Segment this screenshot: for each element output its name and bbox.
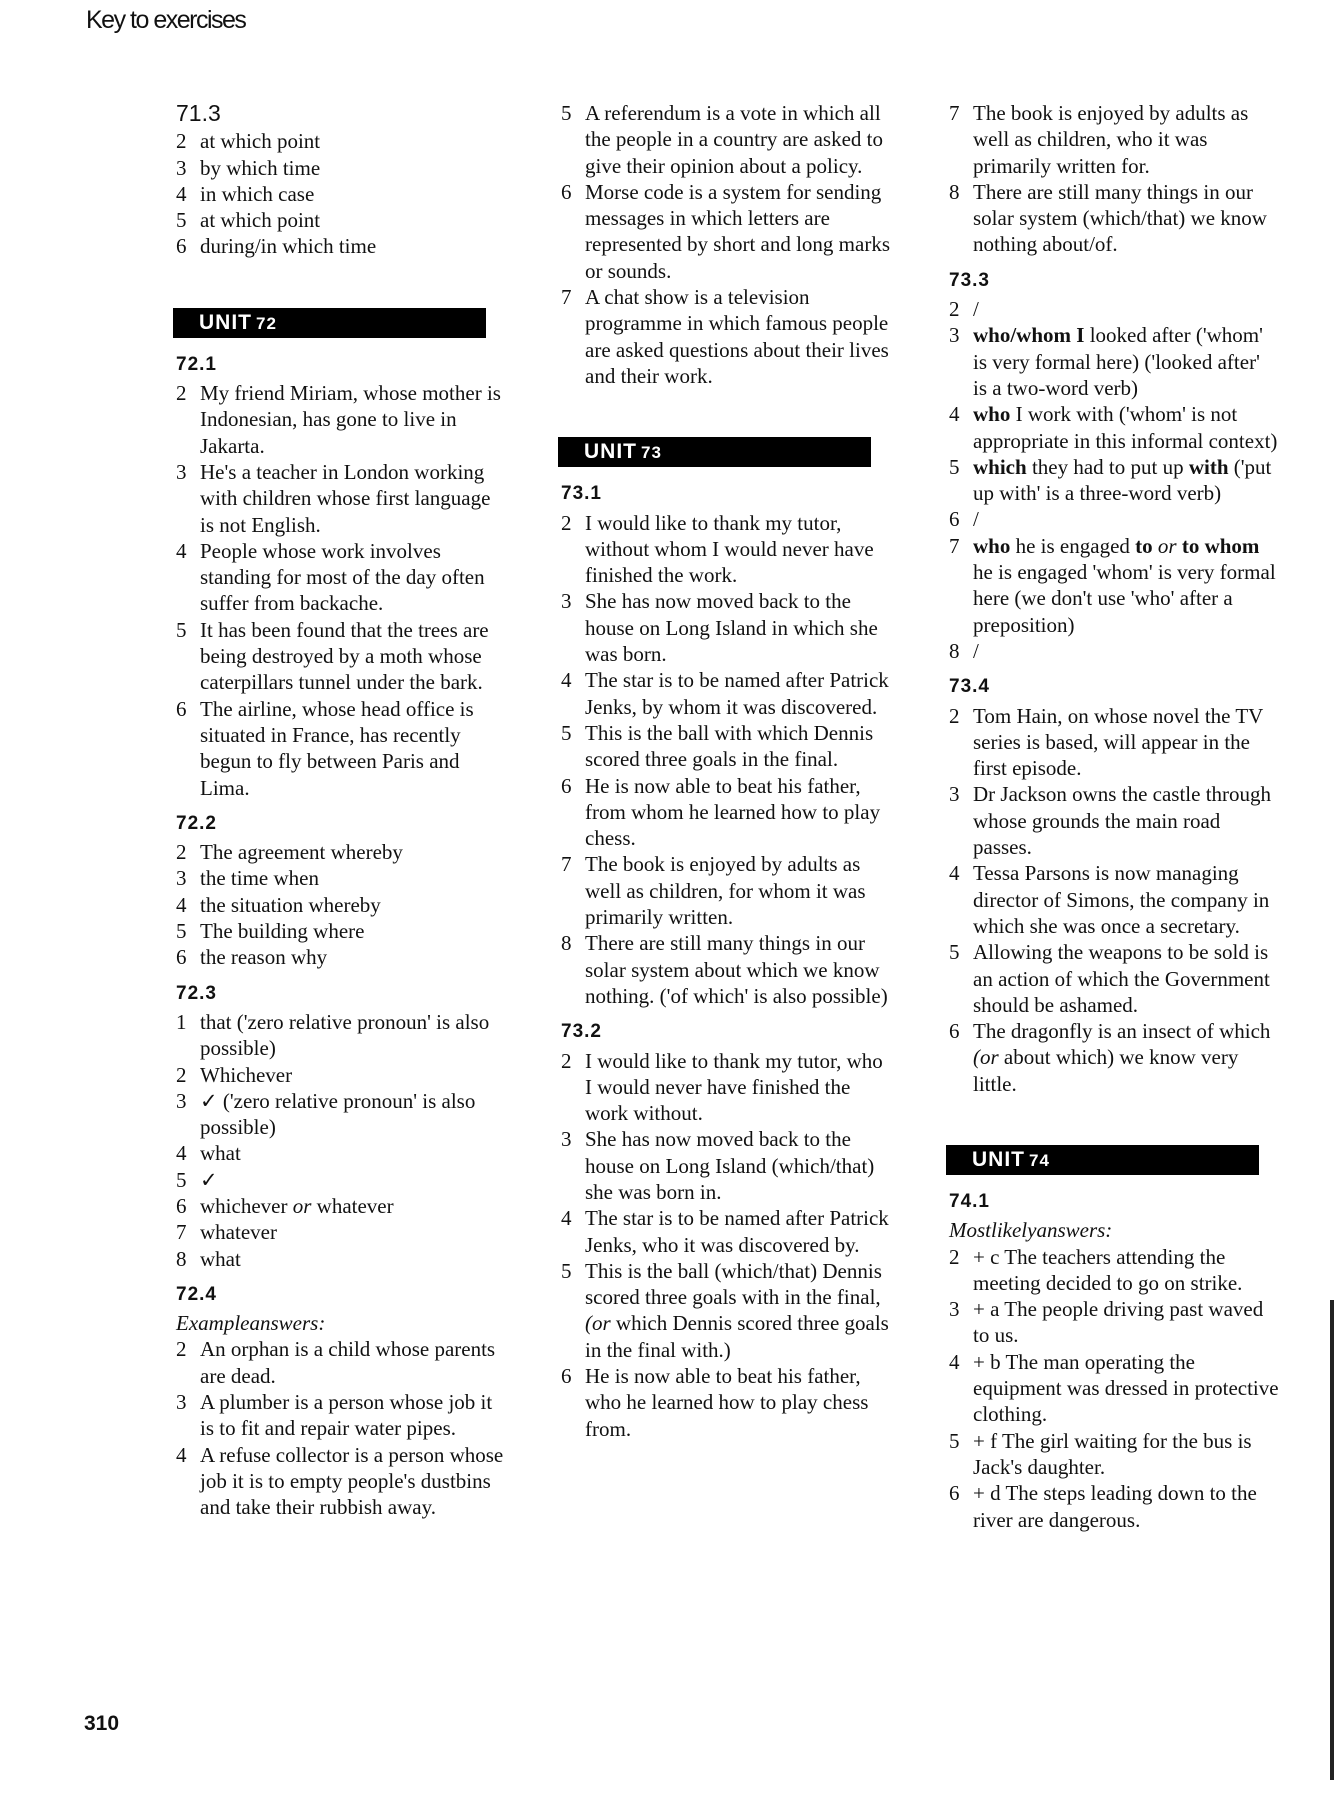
answer-number: 5 xyxy=(949,940,960,965)
answer-text: ✓ xyxy=(200,1167,218,1192)
exercise-heading: 73.4 xyxy=(949,676,990,698)
answer-text: / xyxy=(973,638,979,663)
answer-text: + b The man operating the equipment was dressed in protective clothing. xyxy=(973,1349,1279,1427)
answer-item xyxy=(176,1219,506,1245)
unit-heading-bar xyxy=(173,308,486,338)
answer-text: I would like to thank my tutor, who I would never have finished the work without. xyxy=(585,1048,883,1126)
answer-number: 6 xyxy=(176,234,187,259)
answer-text: what xyxy=(200,1141,241,1166)
answer-item xyxy=(176,944,506,970)
answer-text: Tom Hain, on whose novel the TV series is based, will appear in the first episode. xyxy=(973,703,1263,781)
answer-number: 6 xyxy=(176,1193,187,1218)
answer-item xyxy=(176,380,506,459)
answer-item xyxy=(949,322,1279,401)
answer-number: 5 xyxy=(949,454,960,479)
answer-item xyxy=(949,533,1279,638)
column-2 xyxy=(561,100,891,1442)
answer-number: 8 xyxy=(561,931,572,956)
answer-number: 5 xyxy=(561,1258,572,1283)
answer-text: the time when xyxy=(200,866,319,891)
answer-item xyxy=(561,1258,891,1363)
answer-item xyxy=(176,1442,506,1521)
answer-text: Morse code is a system for sending messages in which letters are represented by short and long marks or sounds. xyxy=(585,179,891,283)
unit-heading-bar xyxy=(558,437,871,467)
answer-number: 6 xyxy=(176,945,187,970)
answer-text: the situation whereby xyxy=(200,892,381,917)
answer-text: A chat show is a television programme in which famous people are asked questions about their lives and their work. xyxy=(585,285,889,388)
answer-text: during/in which time xyxy=(200,234,377,259)
unit-heading-bar xyxy=(946,1145,1259,1175)
answer-number: 7 xyxy=(561,285,572,310)
answer-item xyxy=(176,1193,506,1219)
answer-item xyxy=(561,284,891,389)
answer-item xyxy=(176,1246,506,1272)
answer-number: 2 xyxy=(176,381,187,406)
answer-item xyxy=(949,638,1279,664)
answer-text: The book is enjoyed by adults as well as children, for whom it was primarily written. xyxy=(585,852,866,930)
answer-item xyxy=(561,667,891,720)
answer-number: 2 xyxy=(561,510,572,535)
answer-text: by which time xyxy=(200,155,321,180)
answer-number: 4 xyxy=(949,861,960,886)
answer-number: 8 xyxy=(176,1246,187,1271)
answer-number: 5 xyxy=(176,919,187,944)
exercise-section xyxy=(176,1282,506,1521)
answer-text: / xyxy=(973,507,979,532)
answer-item xyxy=(561,720,891,773)
unit-number: 74 xyxy=(1029,1150,1050,1170)
answer-number: 2 xyxy=(561,1048,572,1073)
answer-number: 3 xyxy=(176,155,187,180)
answer-text: This is the ball (which/that) Dennis scored three goals with in the final, (or which Dennis scored three goals in the final with.) xyxy=(585,1258,889,1362)
answer-item xyxy=(176,1336,506,1389)
exercise-heading: 71.3 xyxy=(176,100,221,126)
answer-number: 5 xyxy=(561,720,572,745)
answer-text: He is now able to beat his father, from whom he learned how to play chess. xyxy=(585,773,881,851)
answer-item xyxy=(561,1048,891,1127)
answer-text: An orphan is a child whose parents are dead. xyxy=(200,1337,496,1388)
answer-text: I would like to thank my tutor, without whom I would never have finished the work. xyxy=(585,510,874,588)
answer-item xyxy=(176,459,506,538)
exercise-note: Exampleanswers: xyxy=(176,1311,326,1336)
answer-number: 3 xyxy=(949,782,960,807)
answer-number: 2 xyxy=(176,1062,187,1087)
answer-item xyxy=(176,1062,506,1088)
answer-item xyxy=(949,703,1279,782)
unit-number: 73 xyxy=(641,443,662,463)
answer-item xyxy=(561,1126,891,1205)
answer-item xyxy=(949,454,1279,507)
answer-item xyxy=(561,1363,891,1442)
answer-item xyxy=(176,181,506,207)
answer-item xyxy=(949,1244,1279,1297)
answer-item xyxy=(949,939,1279,1018)
exercise-section xyxy=(561,481,891,1009)
answer-text: The star is to be named after Patrick Jenks, who it was discovered by. xyxy=(585,1206,889,1257)
answer-text: the reason why xyxy=(200,945,328,970)
answer-number: 2 xyxy=(949,297,960,322)
answer-number: 6 xyxy=(561,773,572,798)
answer-item xyxy=(176,865,506,891)
exercise-section xyxy=(176,100,506,260)
answer-text: whatever xyxy=(200,1220,277,1245)
answer-number: 2 xyxy=(176,129,187,154)
answer-text: The dragonfly is an insect of which (or about which) we know very little. xyxy=(973,1019,1271,1096)
answer-text: who/whom I looked after ('whom' is very formal here) ('looked after' is a two-word verb) xyxy=(973,323,1263,400)
answer-item xyxy=(176,155,506,181)
answer-item xyxy=(949,506,1279,532)
answer-number: 7 xyxy=(176,1220,187,1245)
answer-text: The airline, whose head office is situated in France, has recently begun to fly between Paris and Lima. xyxy=(200,696,474,800)
answer-number: 7 xyxy=(949,101,960,125)
answer-item xyxy=(176,538,506,617)
answer-text: who he is engaged to or to whom he is engaged 'whom' is very formal here (we don't use 'who' after a preposition) xyxy=(973,533,1276,637)
answer-number: 2 xyxy=(176,1337,187,1362)
answer-text: Whichever xyxy=(200,1062,293,1087)
answer-text: People whose work involves standing for most of the day often suffer from backache. xyxy=(200,538,485,616)
answer-item xyxy=(561,100,891,179)
answer-number: 5 xyxy=(561,101,572,125)
answer-number: 4 xyxy=(949,402,960,427)
exercise-section xyxy=(949,674,1279,1097)
scan-edge-shadow xyxy=(1330,1300,1334,1780)
answer-number: 5 xyxy=(176,208,187,233)
answer-item xyxy=(176,207,506,233)
answer-item xyxy=(561,930,891,1009)
answer-text: + a The people driving past waved to us. xyxy=(973,1297,1264,1348)
answer-text: She has now moved back to the house on Long Island (which/that) she was born in. xyxy=(585,1127,875,1204)
answer-text: + c The teachers attending the meeting decided to go on strike. xyxy=(973,1244,1243,1295)
answer-number: 6 xyxy=(561,179,572,204)
page-header-title: Key to exercises xyxy=(86,6,246,34)
answer-number: 4 xyxy=(561,1206,572,1231)
answer-number: 3 xyxy=(561,1127,572,1152)
answer-item xyxy=(561,510,891,589)
page-number: 310 xyxy=(84,1712,120,1735)
answer-text: It has been found that the trees are being destroyed by a moth whose caterpillars tunnel under the bark. xyxy=(200,617,489,695)
answer-text: / xyxy=(973,297,979,322)
answer-number: 5 xyxy=(176,1167,187,1192)
answer-item xyxy=(176,1389,506,1442)
answer-text: He is now able to beat his father, who he learned how to play chess from. xyxy=(585,1364,869,1441)
answer-text: Dr Jackson owns the castle through whose grounds the main road passes. xyxy=(973,782,1272,860)
answer-number: 4 xyxy=(561,668,572,693)
answer-number: 3 xyxy=(176,1088,187,1113)
answer-item xyxy=(176,892,506,918)
exercise-section xyxy=(176,981,506,1272)
answer-text: whichever or whatever xyxy=(200,1193,394,1218)
answer-text: The book is enjoyed by adults as well as children, who it was primarily written for. xyxy=(973,101,1249,178)
answer-text: He's a teacher in London working with children whose first language is not English. xyxy=(200,459,491,537)
answer-item xyxy=(176,1140,506,1166)
answer-text: + d The steps leading down to the river are dangerous. xyxy=(973,1481,1257,1532)
answer-item xyxy=(176,918,506,944)
answer-text: what xyxy=(200,1246,241,1271)
answer-number: 2 xyxy=(176,840,187,865)
answer-number: 6 xyxy=(561,1364,572,1389)
answer-item xyxy=(949,1349,1279,1428)
exercise-section xyxy=(176,811,506,971)
unit-label: UNIT xyxy=(199,310,252,334)
answer-number: 3 xyxy=(561,589,572,614)
column-1 xyxy=(176,100,506,1521)
answer-number: 8 xyxy=(949,638,960,663)
unit-number: 72 xyxy=(256,313,277,333)
answer-text: A referendum is a vote in which all the people in a country are asked to give their opinion about a policy. xyxy=(585,101,883,178)
answer-text: in which case xyxy=(200,181,315,206)
answer-number: 2 xyxy=(949,703,960,728)
answer-number: 4 xyxy=(176,1442,187,1467)
answer-number: 4 xyxy=(176,892,187,917)
answer-text: ✓ ('zero relative pronoun' is also possible) xyxy=(200,1088,476,1140)
answer-item xyxy=(949,100,1279,179)
unit-label: UNIT xyxy=(972,1147,1025,1171)
answer-item xyxy=(949,781,1279,860)
answer-number: 6 xyxy=(949,507,960,532)
column-3 xyxy=(949,100,1279,1533)
answer-number: 4 xyxy=(176,538,187,563)
answer-item xyxy=(949,296,1279,322)
answer-item xyxy=(949,1480,1279,1533)
answer-item xyxy=(949,1296,1279,1349)
exercise-heading: 73.2 xyxy=(561,1021,602,1043)
answer-text: at which point xyxy=(200,208,321,233)
answer-item xyxy=(949,860,1279,939)
answer-number: 3 xyxy=(176,459,187,484)
exercise-heading: 72.2 xyxy=(176,812,217,834)
answer-item xyxy=(176,1009,506,1062)
answer-item xyxy=(561,773,891,852)
answer-item xyxy=(561,588,891,667)
answer-number: 7 xyxy=(561,852,572,877)
answer-number: 6 xyxy=(176,696,187,721)
answer-text: A refuse collector is a person whose job it is to empty people's dustbins and take their rubbish away. xyxy=(200,1442,504,1520)
answer-number: 4 xyxy=(176,181,187,206)
answer-number: 4 xyxy=(949,1349,960,1374)
answer-text: Tessa Parsons is now managing director of Simons, the company in which she was once a secretary. xyxy=(973,861,1270,938)
answer-item xyxy=(561,1205,891,1258)
answer-text: Allowing the weapons to be sold is an action of which the Government should be ashamed. xyxy=(973,940,1270,1017)
answer-number: 5 xyxy=(176,617,187,642)
answer-item xyxy=(561,179,891,284)
answer-text: My friend Miriam, whose mother is Indonesian, has gone to live in Jakarta. xyxy=(200,381,501,458)
answer-number: 3 xyxy=(949,1297,960,1322)
exercise-section xyxy=(176,352,506,801)
answer-text: The star is to be named after Patrick Jenks, by whom it was discovered. xyxy=(585,668,889,719)
answer-number: 3 xyxy=(176,1390,187,1415)
answer-text: The building where xyxy=(200,919,365,944)
answer-item xyxy=(949,1018,1279,1097)
exercise-heading: 73.1 xyxy=(561,483,602,505)
answer-text: which they had to put up with ('put up with' is a three-word verb) xyxy=(973,454,1272,506)
answer-item xyxy=(176,233,506,259)
answer-text: The agreement whereby xyxy=(200,840,403,865)
answer-item xyxy=(176,696,506,801)
exercise-section xyxy=(949,1189,1279,1533)
answer-number: 6 xyxy=(949,1481,960,1506)
answer-number: 3 xyxy=(176,866,187,891)
answer-text: + f The girl waiting for the bus is Jack's daughter. xyxy=(973,1428,1252,1479)
answer-number: 5 xyxy=(949,1428,960,1453)
answer-item xyxy=(176,839,506,865)
exercise-heading: 72.4 xyxy=(176,1283,217,1305)
answer-item xyxy=(949,1428,1279,1481)
answer-item xyxy=(949,179,1279,258)
answer-text: who I work with ('whom' is not appropriate in this informal context) xyxy=(973,402,1278,453)
exercise-section xyxy=(561,1019,891,1442)
answer-item xyxy=(176,128,506,154)
answer-item xyxy=(176,1167,506,1193)
answer-text: that ('zero relative pronoun' is also possible) xyxy=(200,1009,490,1061)
answer-text: at which point xyxy=(200,129,321,154)
exercise-heading: 73.3 xyxy=(949,269,990,291)
unit-label: UNIT xyxy=(584,440,637,464)
exercise-section xyxy=(949,268,1279,664)
exercise-heading: 72.3 xyxy=(176,982,217,1004)
exercise-section xyxy=(949,100,1279,258)
answer-number: 2 xyxy=(949,1244,960,1269)
exercise-section xyxy=(561,100,891,389)
answer-text: This is the ball with which Dennis scored three goals in the final. xyxy=(585,720,874,772)
answer-number: 6 xyxy=(949,1019,960,1044)
answer-number: 1 xyxy=(176,1009,187,1034)
answer-item xyxy=(176,1088,506,1141)
answer-number: 4 xyxy=(176,1141,187,1166)
answer-text: There are still many things in our solar system about which we know nothing. ('of which' is also possible) xyxy=(585,931,888,1008)
answer-text: She has now moved back to the house on Long Island in which she was born. xyxy=(585,589,878,667)
answer-number: 8 xyxy=(949,179,960,204)
answer-text: There are still many things in our solar system (which/that) we know nothing about/of. xyxy=(973,179,1267,257)
answer-item xyxy=(176,617,506,696)
exercise-note: Mostlikelyanswers: xyxy=(949,1218,1113,1243)
answer-item xyxy=(949,401,1279,454)
exercise-heading: 72.1 xyxy=(176,353,217,375)
answer-item xyxy=(561,851,891,930)
answer-text: A plumber is a person whose job it is to fit and repair water pipes. xyxy=(200,1390,493,1441)
answer-number: 7 xyxy=(949,533,960,558)
answer-number: 3 xyxy=(949,323,960,348)
exercise-heading: 74.1 xyxy=(949,1190,990,1212)
